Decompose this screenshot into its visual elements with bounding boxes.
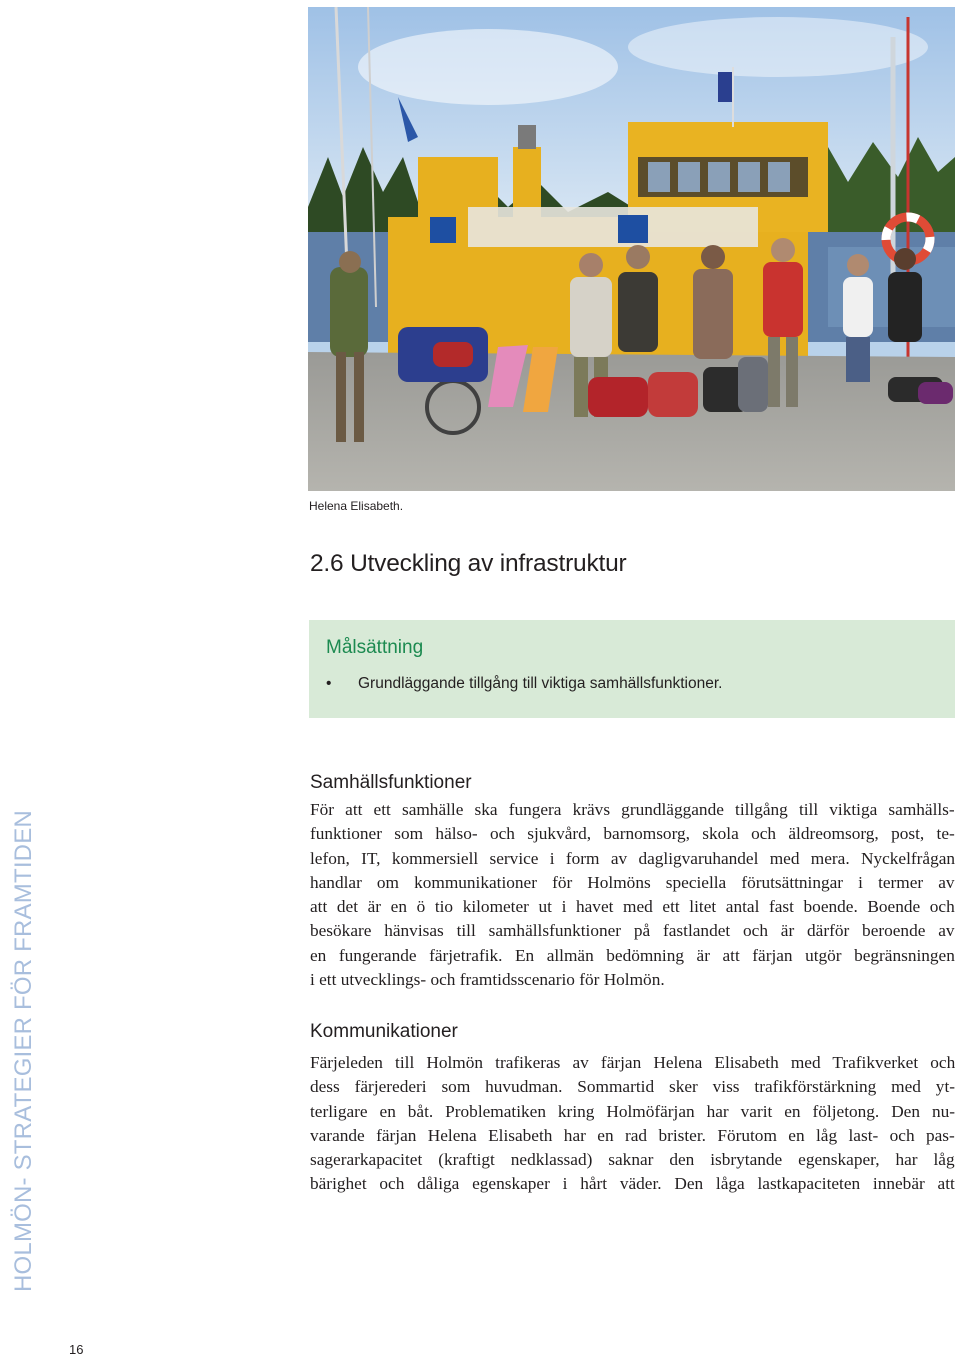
text-line: en fungerande färjetrafik. En allmän bedömning är att färjan utgör begränsningen (310, 945, 955, 965)
text-line: handlar om kommunikationer för Holmöns speciella förutsättningar i termer av (310, 872, 955, 892)
text-line: sagerarkapacitet (kraftigt nedklassad) saknar den isbrytande egenskaper, har låg (310, 1150, 955, 1170)
goal-list-item (326, 675, 722, 693)
text-line: att det är en ö tio kilometer ut i havet med ett litet antal fast boende. Boende och (310, 897, 955, 917)
text-line: funktioner som hälso- och sjukvård, barnomsorg, skola och äldreomsorg, post, te- (310, 824, 955, 844)
page-number: 16 (69, 1342, 84, 1357)
side-title: HOLMÖN- STRATEGIER FÖR FRAMTIDEN (10, 810, 37, 1292)
photo-caption: Helena Elisabeth. (309, 499, 404, 513)
goal-item-text: Grundläggande tillgång till viktiga samhällsfunktioner. (358, 675, 723, 692)
section-heading: 2.6 Utveckling av infrastruktur (310, 550, 627, 577)
paragraph-samhallsfunktioner (310, 798, 955, 992)
text-line: dess färjerederi som huvudman. Sommartid sker viss trafikförstärkning med yt- (310, 1077, 955, 1097)
text-line: lefon, IT, kommersiell service i form av dagligvaruhandel med mera. Nyckelfrågan (310, 848, 956, 868)
text-line: bärighet och dåliga egenskaper i hårt väder. Den låga lastkapaciteten innebär att (310, 1174, 955, 1194)
text-line: varande färjan Helena Elisabeth har en rad brister. Förutom en låg last- och pas- (310, 1125, 955, 1145)
text-line: För att ett samhälle ska fungera krävs grundläggande tillgång till viktiga samhälls- (310, 800, 955, 819)
text-line: Färjeleden till Holmön trafikeras av färjan Helena Elisabeth med Trafikverket och (310, 1053, 956, 1072)
text-line: besökare hänvisas till samhällsfunktioner på fastlandet och är därför beroende av (310, 921, 955, 941)
goal-box (309, 620, 955, 718)
subheading-kommunikationer: Kommunikationer (310, 1021, 458, 1042)
subheading-samhallsfunktioner: Samhällsfunktioner (310, 772, 472, 793)
paragraph-kommunikationer (310, 1051, 955, 1197)
text-line: terligare en båt. Problematiken kring Holmöfärjan har varit en följetong. Den nu- (310, 1101, 955, 1121)
text-line: i ett utvecklings- och framtidsscenario för Holmön. (310, 970, 665, 990)
bullet-icon: • (326, 675, 332, 692)
ferry-photo (308, 7, 955, 491)
goal-title: Målsättning (326, 637, 424, 658)
